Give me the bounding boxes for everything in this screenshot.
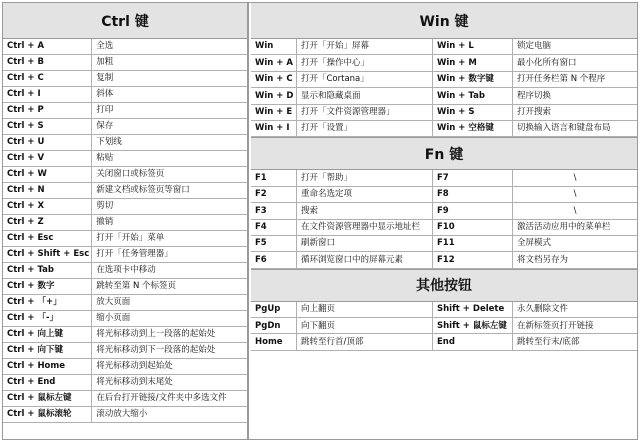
shortcut-desc: 关闭窗口或标签页: [96, 169, 165, 180]
shortcut-key: Ctrl + Z: [3, 215, 92, 230]
shortcut-key: Win + 空格键: [433, 121, 513, 136]
shortcut-key: Win + S: [433, 105, 513, 120]
shortcut-desc: 剪切: [96, 201, 114, 212]
shortcut-desc: 保存: [96, 121, 114, 132]
shortcut-key: Ctrl + End: [3, 375, 92, 390]
shortcut-desc: 锁定电脑: [517, 41, 552, 52]
table-row: [3, 55, 247, 71]
shortcut-key: Ctrl + 向上键: [3, 327, 92, 342]
shortcut-desc: 循环浏览窗口中的屏幕元素: [297, 252, 433, 267]
shortcut-desc: 向下翻页: [297, 318, 433, 333]
table-row: [251, 105, 637, 121]
shortcut-desc: 将光标移动到末尾处: [96, 377, 173, 388]
table-row: [3, 167, 247, 183]
shortcut-key: F12: [433, 252, 513, 267]
shortcut-desc: 程序切换: [517, 90, 552, 101]
table-row: [251, 334, 637, 350]
shortcut-desc: 在新标签页打开链接: [517, 320, 594, 331]
shortcut-desc: 跳转至行首/顶部: [297, 334, 433, 349]
shortcut-key: F2: [251, 187, 297, 202]
table-row: [3, 199, 247, 215]
shortcut-key: Ctrl + 鼠标左键: [3, 391, 92, 406]
shortcut-desc: 打开「文件资源管理器」: [297, 105, 433, 120]
shortcut-key: Win + D: [251, 88, 297, 103]
table-row: [251, 302, 637, 318]
right-column: [251, 3, 637, 439]
shortcut-desc: 切换输入语言和键盘布局: [517, 123, 611, 134]
table-row: [251, 170, 637, 186]
shortcut-desc: 跳转至第 N 个标签页: [96, 281, 177, 292]
shortcut-desc: 在文件资源管理器中显示地址栏: [297, 220, 433, 235]
table-row: [3, 279, 247, 295]
shortcut-key: Ctrl + U: [3, 135, 92, 150]
shortcut-key: Ctrl + B: [3, 55, 92, 70]
table-row: [251, 121, 637, 137]
shortcut-desc: 新建文档或标签页等窗口: [96, 185, 190, 196]
shortcut-desc: \: [573, 172, 577, 183]
shortcut-desc: 搜索: [297, 203, 433, 218]
shortcut-key: Ctrl + 数字: [3, 279, 92, 294]
shortcut-key: Win + 数字键: [433, 72, 513, 87]
ctrl-section: [3, 3, 249, 439]
table-row: [3, 71, 247, 87]
shortcut-desc: 在后台打开链接/文件夹中多选文件: [96, 393, 227, 404]
table-row: [251, 203, 637, 219]
shortcut-key: Ctrl + P: [3, 103, 92, 118]
shortcut-key: F11: [433, 236, 513, 251]
other-table: [251, 302, 637, 351]
table-row: [251, 220, 637, 236]
table-row: [3, 231, 247, 247]
shortcut-key: Win + L: [433, 39, 513, 54]
shortcut-desc: 最小化所有窗口: [517, 57, 577, 68]
shortcut-desc: 刷新窗口: [297, 236, 433, 251]
table-row: [251, 39, 637, 55]
table-row: [3, 391, 247, 407]
shortcut-desc: 将文档另存为: [517, 254, 569, 265]
shortcut-key: PgDn: [251, 318, 297, 333]
shortcut-key: Ctrl + Esc: [3, 231, 92, 246]
fn-table: [251, 170, 637, 268]
shortcut-desc: 向上翻页: [297, 302, 433, 317]
table-row: [3, 87, 247, 103]
shortcut-key: Win + M: [433, 55, 513, 70]
shortcut-desc: 打开「操作中心」: [297, 55, 433, 70]
shortcut-desc: 将光标移动到上一段落的起始处: [96, 329, 216, 340]
shortcut-key: Ctrl + Shift + Esc: [3, 247, 92, 262]
shortcut-desc: 打开「任务管理器」: [96, 249, 173, 260]
fn-section-title: Fn 键: [251, 137, 637, 170]
shortcut-key: F4: [251, 220, 297, 235]
shortcut-desc: 打开「Cortana」: [297, 72, 433, 87]
shortcut-key: Ctrl + S: [3, 119, 92, 134]
shortcut-key: Ctrl + X: [3, 199, 92, 214]
table-row: [3, 359, 247, 375]
table-row: [3, 135, 247, 151]
shortcut-desc: 斜体: [96, 89, 114, 100]
table-row: [251, 72, 637, 88]
table-row: [251, 55, 637, 71]
shortcut-key: F10: [433, 220, 513, 235]
shortcut-key: Ctrl + Tab: [3, 263, 92, 278]
shortcut-desc: 打开「帮助」: [297, 170, 433, 185]
shortcut-key: Win + I: [251, 121, 297, 136]
shortcut-desc: 复制: [96, 73, 114, 84]
shortcut-key: Ctrl + A: [3, 39, 92, 54]
table-row: [3, 263, 247, 279]
shortcut-key: F7: [433, 170, 513, 185]
shortcut-key: Ctrl + C: [3, 71, 92, 86]
table-row: [3, 311, 247, 327]
win-section-title: Win 键: [251, 3, 637, 39]
shortcut-desc: 打开「设置」: [297, 121, 433, 136]
table-row: [3, 407, 247, 423]
shortcut-desc: 重命名选定项: [297, 187, 433, 202]
table-row: [3, 247, 247, 263]
shortcut-desc: 全选: [96, 41, 114, 52]
shortcut-key: F8: [433, 187, 513, 202]
shortcut-desc: 下划线: [96, 137, 122, 148]
shortcut-desc: 打开任务栏第 N 个程序: [517, 74, 606, 85]
shortcut-key: Ctrl + Home: [3, 359, 92, 374]
shortcut-desc: \: [573, 205, 577, 216]
shortcut-key: Shift + Delete: [433, 302, 513, 317]
table-row: [251, 252, 637, 268]
shortcut-sheet: [2, 2, 638, 440]
shortcut-key: F3: [251, 203, 297, 218]
shortcut-desc: 永久删除文件: [517, 304, 569, 315]
shortcut-desc: 激活活动应用中的菜单栏: [517, 221, 611, 232]
shortcut-key: Win + E: [251, 105, 297, 120]
shortcut-desc: 打开「开始」屏幕: [297, 39, 433, 54]
shortcut-key: F1: [251, 170, 297, 185]
shortcut-desc: 显示和隐藏桌面: [297, 88, 433, 103]
shortcut-key: Ctrl + N: [3, 183, 92, 198]
table-row: [3, 215, 247, 231]
table-row: [251, 236, 637, 252]
table-row: [3, 103, 247, 119]
shortcut-key: F6: [251, 252, 297, 267]
table-row: [251, 318, 637, 334]
shortcut-key: Ctrl + V: [3, 151, 92, 166]
shortcut-key: Win + A: [251, 55, 297, 70]
shortcut-key: F5: [251, 236, 297, 251]
shortcut-key: PgUp: [251, 302, 297, 317]
shortcut-desc: 粘贴: [96, 153, 114, 164]
table-row: [3, 327, 247, 343]
shortcut-key: Win + Tab: [433, 88, 513, 103]
table-row: [3, 343, 247, 359]
shortcut-desc: 将光标移动到起始处: [96, 361, 173, 372]
ctrl-section-title: Ctrl 键: [3, 3, 247, 39]
shortcut-key: F9: [433, 203, 513, 218]
shortcut-desc: \: [573, 189, 577, 200]
shortcut-desc: 打印: [96, 105, 114, 116]
table-row: [251, 187, 637, 203]
shortcut-key: Home: [251, 334, 297, 349]
shortcut-key: Ctrl + 「+」: [3, 295, 92, 310]
shortcut-desc: 滚动放大缩小: [96, 409, 148, 420]
shortcut-key: Ctrl + 鼠标滚轮: [3, 407, 92, 422]
shortcut-key: Ctrl + W: [3, 167, 92, 182]
shortcut-desc: 在选项卡中移动: [96, 265, 156, 276]
shortcut-desc: 打开搜索: [517, 107, 552, 117]
shortcut-key: Ctrl + I: [3, 87, 92, 102]
shortcut-desc: 放大页面: [96, 297, 131, 308]
ctrl-table: [3, 39, 247, 423]
shortcut-key: End: [433, 334, 513, 349]
table-row: [3, 183, 247, 199]
table-row: [3, 119, 247, 135]
shortcut-desc: 撤销: [96, 217, 114, 228]
table-row: [3, 39, 247, 55]
shortcut-desc: 打开「开始」菜单: [96, 233, 165, 244]
shortcut-key: Win: [251, 39, 297, 54]
other-section-title: 其他按钮: [251, 269, 637, 302]
shortcut-key: Ctrl + 「-」: [3, 311, 92, 326]
win-table: [251, 39, 637, 137]
shortcut-key: Ctrl + 向下键: [3, 343, 92, 358]
shortcut-key: Win + C: [251, 72, 297, 87]
table-row: [3, 295, 247, 311]
shortcut-desc: 缩小页面: [96, 313, 131, 324]
shortcut-desc: 将光标移动到下一段落的起始处: [96, 345, 216, 356]
table-row: [251, 88, 637, 104]
table-row: [3, 375, 247, 391]
shortcut-desc: 全屏模式: [517, 238, 552, 249]
shortcut-desc: 加粗: [96, 57, 114, 68]
shortcut-key: Shift + 鼠标左键: [433, 318, 513, 333]
table-row: [3, 151, 247, 167]
shortcut-desc: 跳转至行末/底部: [517, 336, 580, 347]
